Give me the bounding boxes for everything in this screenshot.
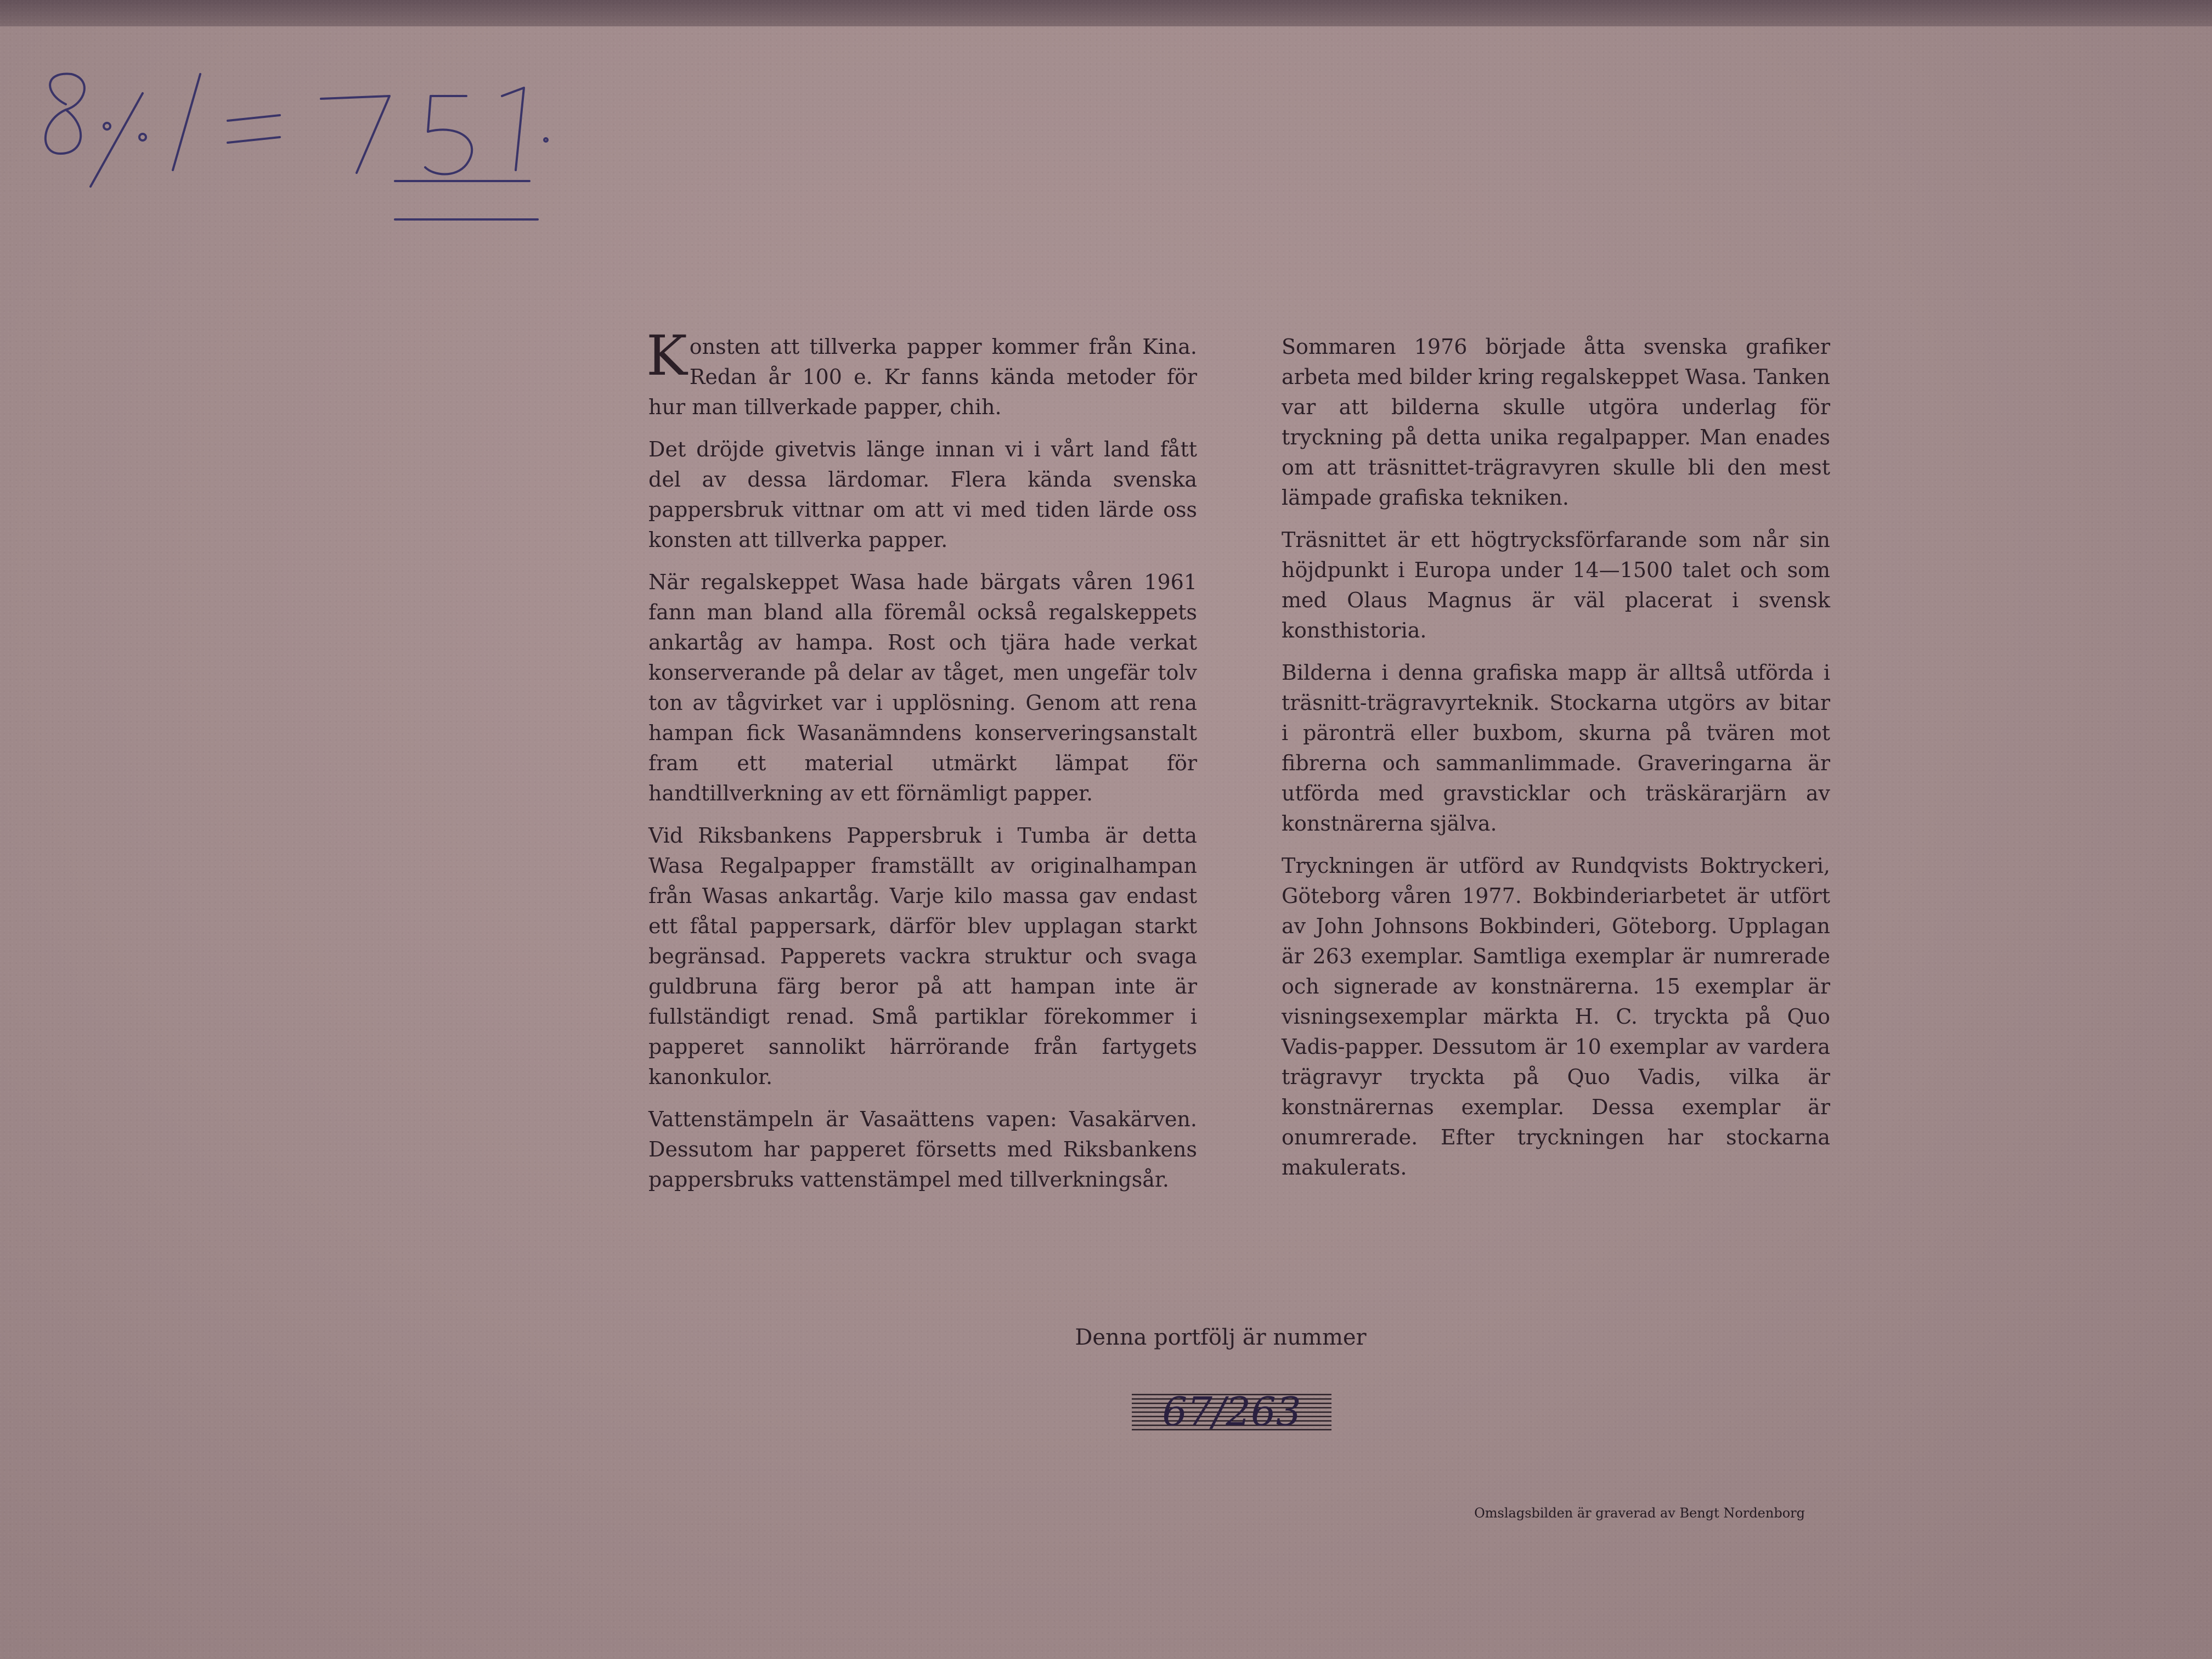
- portfolio-number-label: Denna portfölj är nummer: [1075, 1325, 1367, 1350]
- cover-credit: Omslagsbilden är graverad av Bengt Nordenborg: [1474, 1505, 1805, 1521]
- paragraph-text: onsten att tillverka papper kommer från Kina. Redan år 100 e. Kr fanns kända metoder för hur man tillverkade papper, chih.: [648, 335, 1197, 419]
- left-text-column: [646, 324, 1197, 1207]
- handwritten-note: [33, 66, 582, 241]
- portfolio-number: 67/263: [1162, 1389, 1301, 1435]
- paragraph: [646, 324, 1197, 422]
- paragraph: Bilderna i denna grafiska mapp är alltså utförda i träsnitt-trägravyrteknik. Stockarna utgörs av bitar i päronträ eller buxbom, skurna på tvären mot fibrerna och sammanlimmade. Graveringarna är utförda med gravsticklar och träskärarjärn av konstnärerna själva.: [1282, 661, 1830, 836]
- paragraph: Vattenstämpeln är Vasaättens vapen: Vasakärven. Dessutom har papperet försetts med Riksbankens pappersbruks vattenstämpel med tillverkningsår.: [648, 1107, 1197, 1192]
- paragraph: När regalskeppet Wasa hade bärgats våren 1961 fann man bland alla föremål också regalskeppets ankartåg av hampa. Rost och tjära hade verkat konserverande på delar av tåget, men ungefär tolv ton av tågvirket var i upplösning. Genom att rena hampan fick Wasanämndens konserveringsanstalt fram ett material utmärkt lämpat för handtillverkning av ett förnämligt papper.: [648, 570, 1197, 805]
- right-text-column: [1282, 332, 1830, 1195]
- paragraph: Träsnittet är ett högtrycksförfarande som når sin höjdpunkt i Europa under 14—1500 talet och som med Olaus Magnus är väl placerat i svensk konsthistoria.: [1282, 528, 1830, 642]
- drop-cap: K: [646, 324, 687, 388]
- portfolio-number-field: [1127, 1387, 1336, 1436]
- backdrop-edge: [0, 0, 2212, 26]
- paragraph: Tryckningen är utförd av Rundqvists Boktryckeri, Göteborg våren 1977. Bokbinderiarbetet är utfört av John Johnsons Bokbinderi, Göteborg. Upplagan är 263 exemplar. Samtliga exemplar är numrerade och signerade av konstnärerna. 15 exemplar är visningsexemplar märkta H. C. tryckta på Quo Vadis-papper. Dessutom är 10 exemplar av vardera trägravyr tryckta på Quo Vadis, vilka är konstnärernas exemplar. Dessa exemplar är onumrerade. Efter tryckningen har stockarna makulerats.: [1282, 854, 1830, 1180]
- paragraph: Det dröjde givetvis länge innan vi i vårt land fått del av dessa lärdomar. Flera kända svenska pappersbruk vittnar om att vi med tiden lärde oss konsten att tillverka papper.: [648, 437, 1197, 552]
- paragraph: Vid Riksbankens Pappersbruk i Tumba är detta Wasa Regalpapper framställt av originalhampan från Wasas ankartåg. Varje kilo massa gav endast ett fåtal pappersark, därför blev upplagan starkt begränsad. Papperets vackra struktur och svaga guldbruna färg beror på att hampan inte är fullständigt renad. Små partiklar förekommer i papperet sannolikt härrörande från fartygets kanonkulor.: [648, 823, 1197, 1089]
- paragraph: Sommaren 1976 började åtta svenska grafiker arbeta med bilder kring regalskeppet Wasa. Tanken var att bilderna skulle utgöra underlag för tryckning på detta unika regalpapper. Man enades om att träsnittet-trägravyren skulle bli den mest lämpade grafiska tekniken.: [1282, 335, 1831, 510]
